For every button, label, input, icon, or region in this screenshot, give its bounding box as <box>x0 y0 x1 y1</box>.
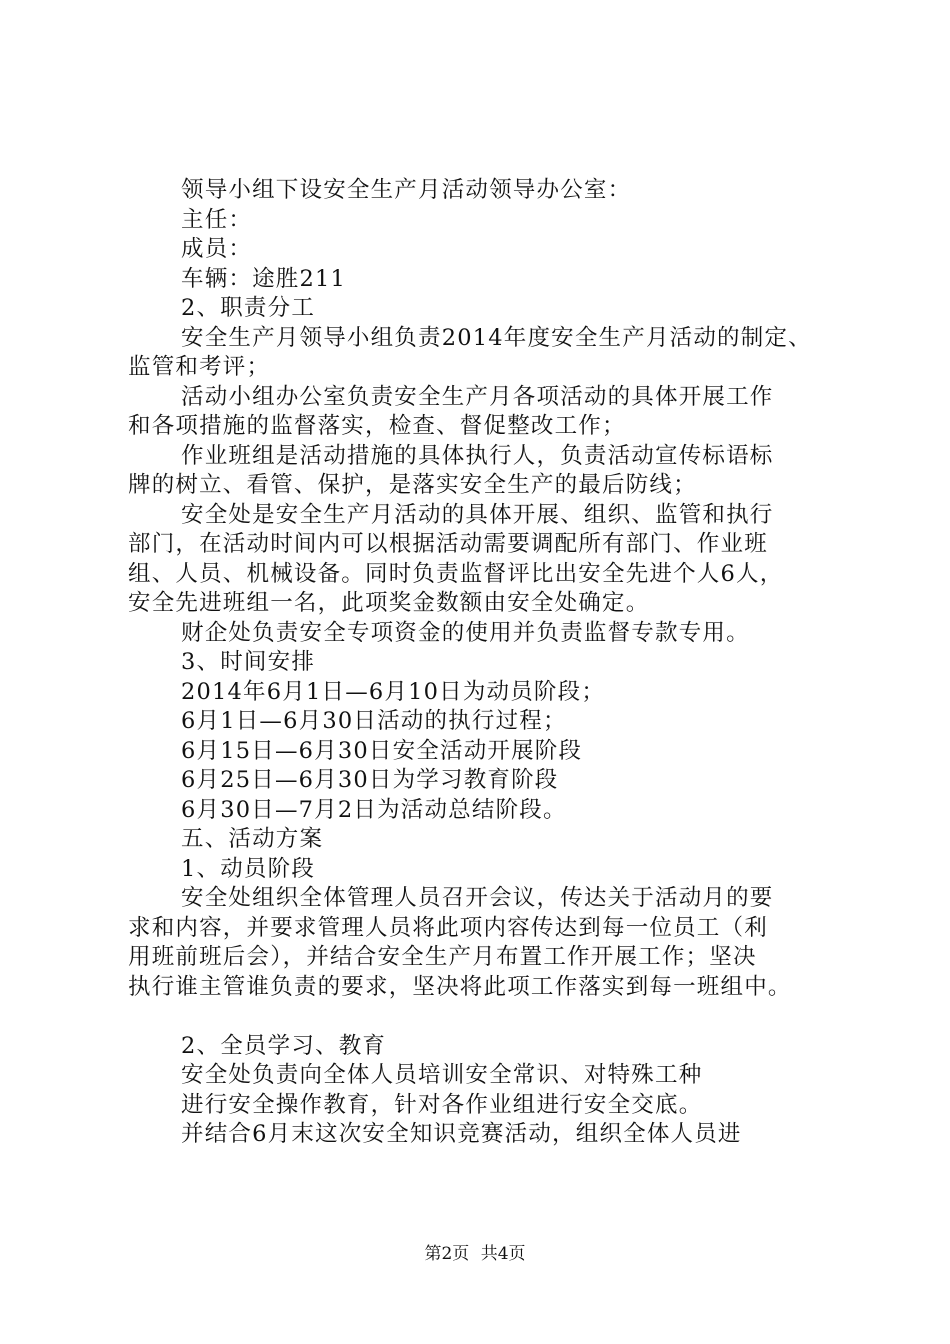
text-line: 安全处组织全体管理人员召开会议，传达关于活动月的要 <box>181 885 774 911</box>
text-line: 监管和考评； <box>128 354 271 380</box>
text-line: 6月1日—6月30日活动的执行过程； <box>181 708 567 734</box>
text-line: 部门，在活动时间内可以根据活动需要调配所有部门、作业班 <box>128 531 768 557</box>
text-line: 安全生产月领导小组负责2014年度安全生产月活动的制定、 <box>181 324 812 351</box>
text-line: 五、活动方案 <box>181 826 324 852</box>
text-line: 组、人员、机械设备。同时负责监督评比出安全先进个人6人， <box>128 560 784 587</box>
text-line: 2014年6月1日—6月10日为动员阶段； <box>181 678 606 705</box>
text-line: 6月30日—7月2日为活动总结阶段。 <box>181 796 567 823</box>
text-line: 安全处负责向全体人员培训安全常识、对特殊工种 <box>181 1062 703 1088</box>
text-line: 2、职责分工 <box>181 295 316 321</box>
text-line: 和各项措施的监督落实，检查、督促整改工作； <box>128 413 626 439</box>
text-line: 作业班组是活动措施的具体执行人，负责活动宣传标语标 <box>181 442 774 469</box>
text-line: 1、动员阶段 <box>181 855 316 882</box>
text-line: 安全先进班组一名，此项奖金数额由安全处确定。 <box>128 590 650 616</box>
page-total: 共4页 <box>480 1244 526 1264</box>
text-line: 成员： <box>181 236 253 262</box>
page-footer <box>0 1244 950 1264</box>
text-line: 进行安全操作教育，针对各作业组进行安全交底。 <box>181 1091 703 1118</box>
text-line: 求和内容，并要求管理人员将此项内容传达到每一位员工（利 <box>128 914 768 941</box>
text-line: 财企处负责安全专项资金的使用并负责监督专款专用。 <box>181 619 750 646</box>
text-line: 车辆：途胜211 <box>181 265 347 292</box>
text-line: 2、全员学习、教育 <box>181 1032 387 1059</box>
text-line: 领导小组下设安全生产月活动领导办公室： <box>181 177 632 203</box>
text-line: 6月25日—6月30日为学习教育阶段 <box>181 767 559 793</box>
text-line: 并结合6月末这次安全知识竞赛活动，组织全体人员进 <box>181 1121 742 1147</box>
page-number: 第2页 <box>424 1244 470 1264</box>
text-line: 6月15日—6月30日安全活动开展阶段 <box>181 737 583 764</box>
text-line <box>128 1002 868 1032</box>
text-line: 主任： <box>181 206 253 233</box>
document-body <box>128 176 868 1150</box>
text-line: 执行谁主管谁负责的要求，坚决将此项工作落实到每一班组中。 <box>128 973 792 1000</box>
text-line: 安全处是安全生产月活动的具体开展、组织、监管和执行 <box>181 501 774 528</box>
text-line: 用班前班后会），并结合安全生产月布置工作开展工作；坚决 <box>128 944 757 970</box>
text-line: 3、时间安排 <box>181 649 316 675</box>
text-line: 活动小组办公室负责安全生产月各项活动的具体开展工作 <box>181 383 774 410</box>
text-line: 牌的树立、看管、保护，是落实安全生产的最后防线； <box>128 472 697 498</box>
